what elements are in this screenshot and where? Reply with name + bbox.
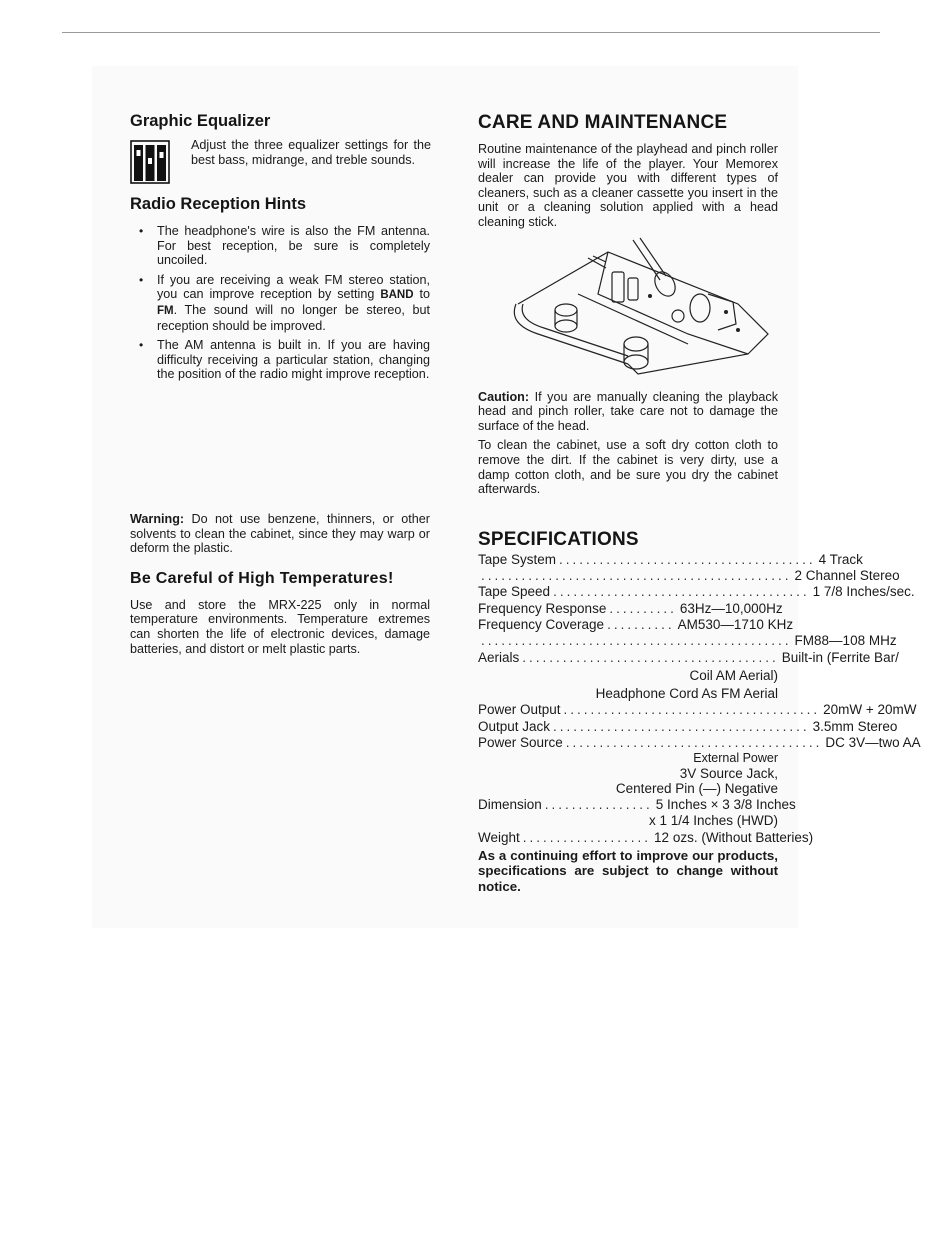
caution-paragraph xyxy=(478,390,778,434)
cleaning-illustration xyxy=(478,234,778,384)
list-item xyxy=(130,338,430,382)
equalizer-heading: Graphic Equalizer xyxy=(130,112,271,130)
spec-label: Aerials xyxy=(478,649,520,665)
spec-aerials-cont: Headphone Cord As FM Aerial xyxy=(595,686,778,702)
spec-value: Built-in (Ferrite Bar/ xyxy=(781,649,899,665)
radio-hints-list xyxy=(130,224,430,382)
spec-power-source-cont: Centered Pin (—) Negative xyxy=(615,781,778,797)
leader-dots: ...................................... xyxy=(522,649,779,665)
spec-channels xyxy=(478,568,900,584)
list-item xyxy=(130,224,430,268)
care-intro: Routine maintenance of the playhead and pinch roller will increase the life of the player. Your Memorex dealer can provide you with different types of cleaners, such as a cleaner cassette you insert in the unit or a cleaning solution applied with a head cleaning stick. xyxy=(478,142,778,229)
caution-label: Caution: xyxy=(478,389,530,404)
temperatures-text: Use and store the MRX-225 only in normal temperature environments. Temperature extremes can shorten the life of electronic devices, damage batteries, and distort or melt plastic parts. xyxy=(130,597,430,656)
leader-dots: ...................................... xyxy=(563,702,821,718)
fm-keyword: FM xyxy=(157,304,174,317)
spec-value: 2 Channel Stereo xyxy=(794,568,900,584)
spec-value: 12 ozs. (Without Batteries) xyxy=(654,829,814,845)
leader-dots: ...................................... xyxy=(559,551,816,567)
spec-list xyxy=(478,551,921,895)
left-column xyxy=(130,112,430,656)
leader-dots: ...................................... xyxy=(553,584,810,600)
hint-text: The AM antenna is built in. If you are having difficulty receiving a particular station, changing the position of the radio might improve reception. xyxy=(157,338,430,382)
spec-value: 20mW + 20mW xyxy=(823,702,917,718)
band-keyword: BAND xyxy=(380,289,414,302)
equalizer-sliders-icon xyxy=(130,140,170,184)
hint-text: If you are receiving a weak FM stereo station, you can improve reception by setting xyxy=(157,272,430,302)
spec-value: 3.5mm Stereo xyxy=(812,718,898,734)
bullet-icon: • xyxy=(139,224,144,238)
spec-value: 1 7/8 Inches/sec. xyxy=(812,584,915,600)
spec-label: Frequency Response xyxy=(478,600,607,616)
care-heading: CARE AND MAINTENANCE xyxy=(478,112,728,133)
spec-aerials-cont: Coil AM Aerial) xyxy=(689,667,778,683)
specifications-heading: SPECIFICATIONS xyxy=(478,528,639,550)
leader-dots: ................... xyxy=(522,829,652,845)
spec-value: 4 Track xyxy=(818,551,863,567)
leader-dots: ...................................... xyxy=(565,734,823,750)
spec-label: Power Source xyxy=(478,734,563,750)
spec-label: Output Jack xyxy=(478,718,551,734)
spec-closing-note: As a continuing effort to improve our products, specifications are subject to change without notice. xyxy=(478,847,778,894)
warning-paragraph xyxy=(130,512,430,556)
spec-fm-range xyxy=(478,633,897,649)
spec-label: Frequency Coverage xyxy=(478,616,605,632)
equalizer-block xyxy=(130,140,430,190)
equalizer-text: Adjust the three equalizer settings for the best bass, midrange, and treble sounds. xyxy=(191,138,431,167)
leader-dots: ................ xyxy=(544,796,653,812)
right-column xyxy=(478,112,921,908)
leader-dots: .......... xyxy=(609,600,677,616)
spec-label: Tape System xyxy=(478,551,557,567)
cabinet-cleaning-text: To clean the cabinet, use a soft dry cotton cloth to remove the dirt. If the cabinet is very dirty, use a damp cotton cloth, and be sure you dry the cabinet afterwards. xyxy=(478,438,778,497)
spec-weight xyxy=(478,829,814,846)
list-item xyxy=(130,273,430,333)
leader-dots: .............................................. xyxy=(481,633,792,649)
spec-label: Weight xyxy=(478,829,520,845)
spec-tape-speed xyxy=(478,584,915,600)
bullet-icon: • xyxy=(139,338,144,353)
hint-text: The headphone's wire is also the FM antenna. For best reception, be sure is completely uncoiled. xyxy=(157,224,430,268)
spec-value: 5 Inches × 3 3/8 Inches xyxy=(655,796,796,812)
spec-aerials xyxy=(478,649,899,666)
spec-frequency-coverage xyxy=(478,616,794,633)
top-rule xyxy=(62,32,880,33)
warning-text: Do not use benzene, thinners, or other solvents to clean the cabinet, since they may warp or deform the plastic. xyxy=(130,511,430,556)
spec-dimension xyxy=(478,796,796,813)
spec-label: Dimension xyxy=(478,796,542,812)
spec-frequency-response xyxy=(478,600,783,617)
spec-value: FM88—108 MHz xyxy=(794,633,897,649)
spec-output-jack xyxy=(478,718,898,735)
spec-value: DC 3V—two AA xyxy=(825,734,921,750)
spec-power-source-cont: External Power xyxy=(693,751,778,766)
spec-tape-system xyxy=(478,551,863,568)
warning-label: Warning: xyxy=(130,511,185,526)
hint-text: . The sound will no longer be stereo, but reception should be improved. xyxy=(157,302,430,333)
bullet-icon: • xyxy=(139,272,144,287)
spec-label: Power Output xyxy=(478,702,561,718)
leader-dots: ...................................... xyxy=(553,718,810,734)
temperatures-heading: Be Careful of High Temperatures! xyxy=(130,569,394,587)
spec-power-output xyxy=(478,702,917,718)
leader-dots: .............................................. xyxy=(481,568,792,584)
spec-power-source-cont: 3V Source Jack, xyxy=(679,765,778,781)
spec-power-source xyxy=(478,734,921,751)
caution-text: If you are manually cleaning the playback head and pinch roller, take care not to damage the surface of the head. xyxy=(478,389,778,433)
spec-value: 63Hz—10,000Hz xyxy=(679,600,783,616)
spec-label: Tape Speed xyxy=(478,584,551,600)
hint-text: to xyxy=(413,287,430,302)
radio-hints-heading: Radio Reception Hints xyxy=(130,195,307,213)
leader-dots: .......... xyxy=(607,616,675,632)
spec-dimension-cont: x 1 1/4 Inches (HWD) xyxy=(648,813,778,829)
spec-value: AM530—1710 KHz xyxy=(677,616,794,632)
